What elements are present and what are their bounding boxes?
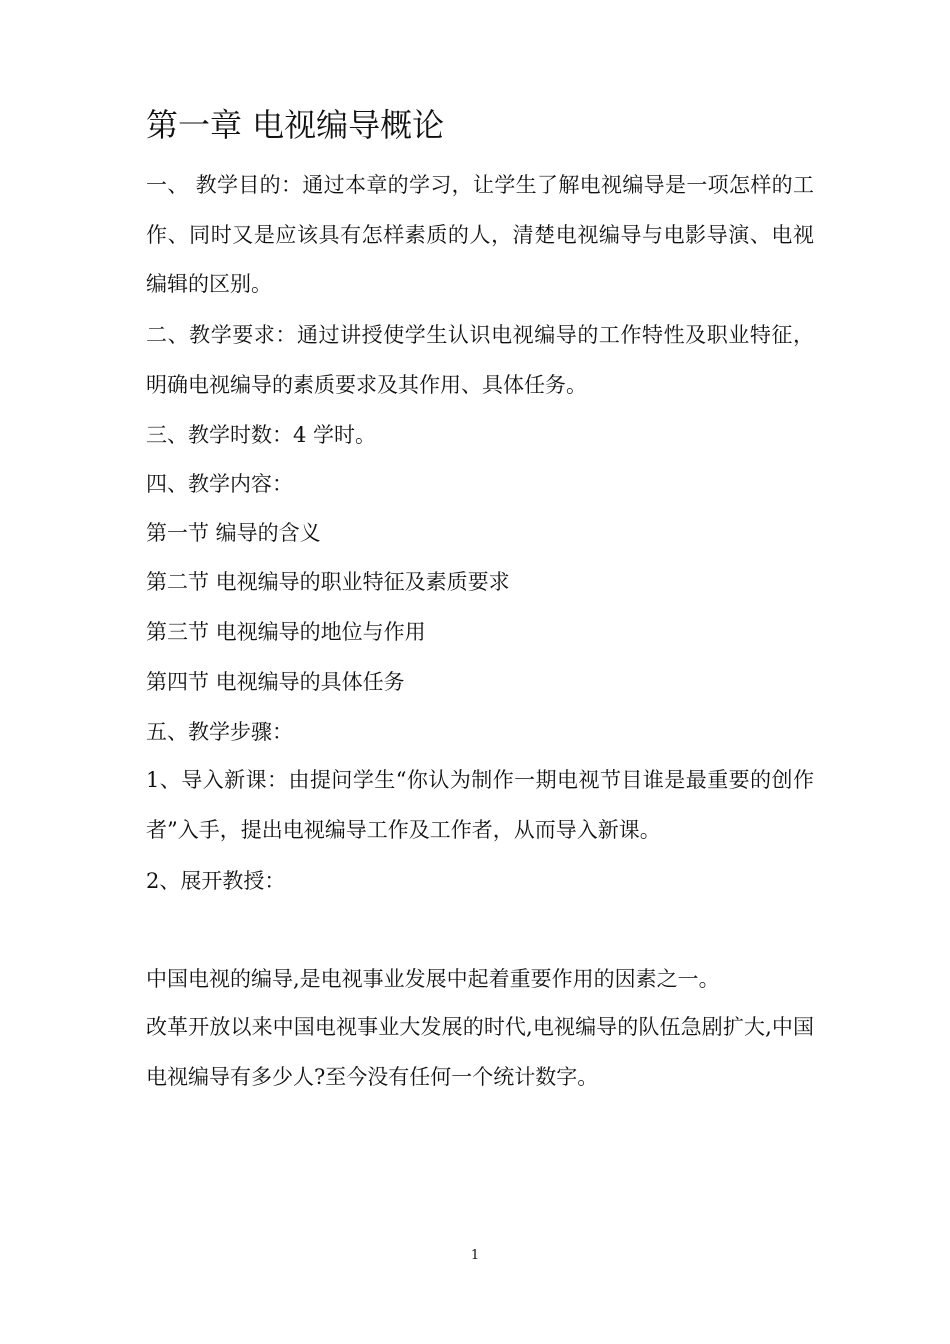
content-item: 第一节 编导的含义 [146, 521, 321, 545]
body-paragraph-1: 中国电视的编导,是电视事业发展中起着重要作用的因素之一。 [146, 967, 720, 991]
page-number: 1 [470, 1248, 480, 1263]
teaching-hours: 三、教学时数：4 学时。 [146, 423, 377, 447]
teaching-requirements: 二、教学要求：通过讲授使学生认识电视编导的工作特性及职业特征，明确电视编导的素质要求及其作用、具体任务。 [146, 323, 814, 397]
chapter-title: 第一章 电视编导概论 [146, 106, 445, 144]
teaching-content-heading: 四、教学内容： [146, 472, 293, 496]
content-item: 第三节 电视编导的地位与作用 [146, 620, 426, 644]
teaching-steps-heading: 五、教学步骤： [146, 720, 293, 744]
teaching-objective: 一、 教学目的：通过本章的学习，让学生了解电视编导是一项怎样的工作、同时又是应该具有怎样素质的人，清楚电视编导与电影导演、电视编辑的区别。 [146, 173, 814, 296]
step-1: 1、导入新课：由提问学生“你认为制作一期电视节目谁是最重要的创作者”入手，提出电视编导工作及工作者，从而导入新课。 [146, 768, 814, 842]
step-2: 2、展开教授： [146, 869, 286, 893]
content-item: 第二节 电视编导的职业特征及素质要求 [146, 570, 510, 594]
content-item: 第四节 电视编导的具体任务 [146, 670, 405, 694]
body-paragraph-2: 改革开放以来中国电视事业大发展的时代,电视编导的队伍急剧扩大,中国电视编导有多少人?至今没有任何一个统计数字。 [146, 1015, 814, 1089]
